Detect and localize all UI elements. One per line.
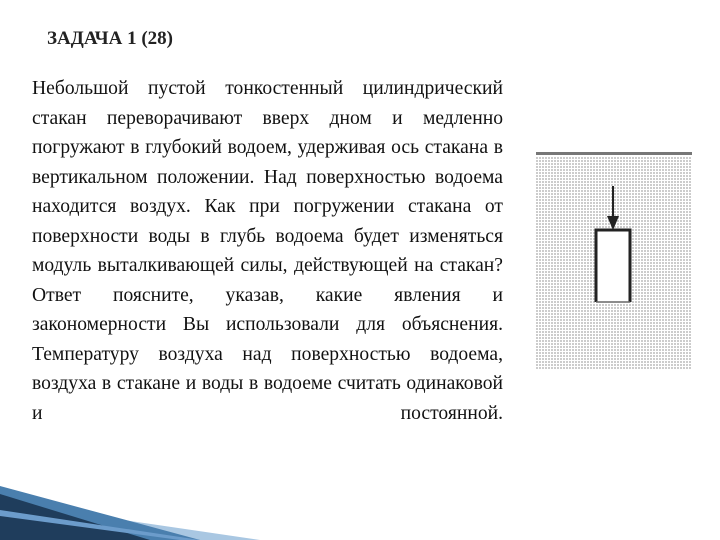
problem-statement: Небольшой пустой тонкостенный цилиндрический стакан переворачивают вверх дном и медленно погружают в глубокий водоем, удерживая ось стакана в вертикальном положении. Над поверхностью водоема находится воздух. Как при погружении стакана от поверхности воды в глубь водоема будет изменяться модуль выталкивающей силы, действующей на стакан? Ответ поясните, указав, какие явления и закономерности Вы использовали для объяснения. Температуру воздуха над поверхностью водоема, воздуха в стакане и воды в водоеме считать одинаковой и постоянной. (32, 78, 503, 424)
inverted-glass-figure (536, 152, 692, 370)
arrow-down-icon (607, 216, 619, 230)
problem-title: ЗАДАЧА 1 (28) (47, 28, 173, 49)
corner-decoration (0, 440, 260, 540)
water-surface-line (536, 152, 692, 155)
glass-inner-air (596, 230, 630, 302)
